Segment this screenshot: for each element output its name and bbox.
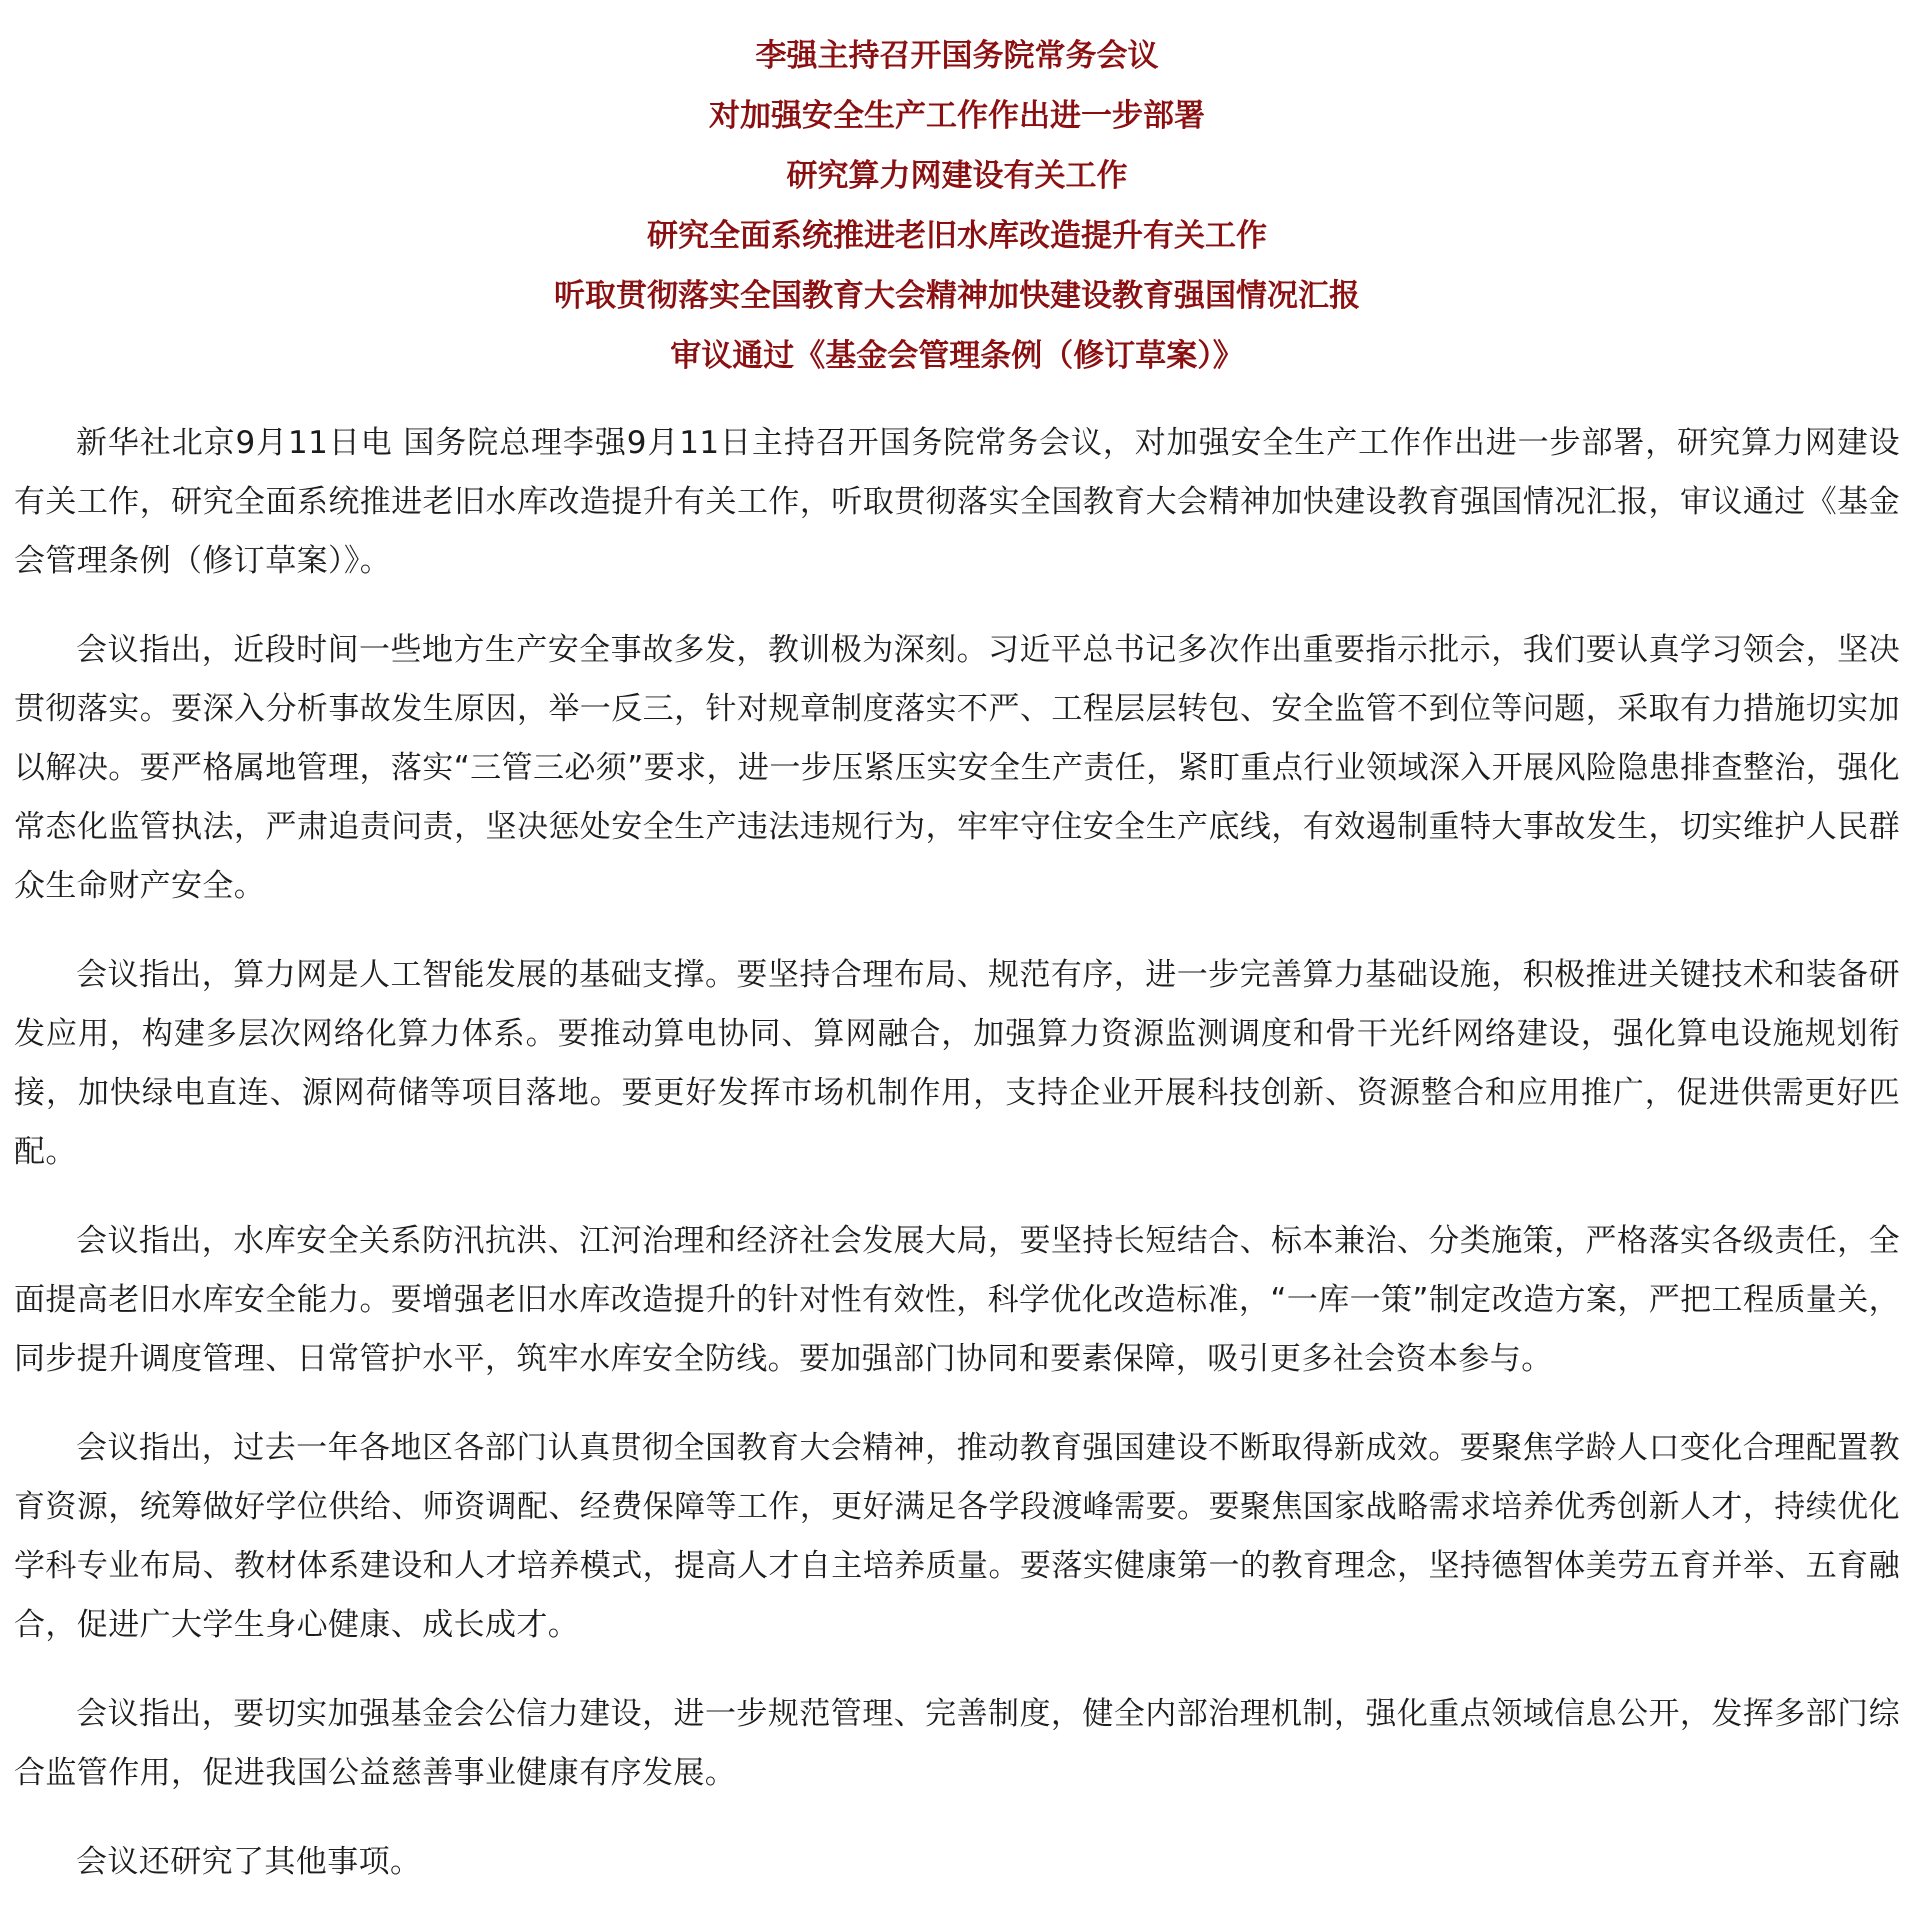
headline-subtitle-safety: 对加强安全生产工作作出进一步部署 [709, 98, 1205, 134]
paragraph-lead: 新华社北京9月11日电 国务院总理李强9月11日主持召开国务院常务会议，对加强安全生产工作作出进一步部署，研究算力网建设有关工作，研究全面系统推进老旧水库改造提升有关工作，听取贯彻落实全国教育大会精神加快建设教育强国情况汇报，审议通过《基金会管理条例（修订草案）》。 [14, 425, 1900, 579]
headline-subtitle-foundation-regulation: 审议通过《基金会管理条例（修订草案）》 [670, 338, 1244, 374]
headline-subtitle-reservoir: 研究全面系统推进老旧水库改造提升有关工作 [647, 218, 1267, 254]
article-body [14, 414, 1900, 1892]
paragraph-foundation: 会议指出，要切实加强基金会公信力建设，进一步规范管理、完善制度，健全内部治理机制，强化重点领域信息公开，发挥多部门综合监管作用，促进我国公益慈善事业健康有序发展。 [14, 1696, 1900, 1791]
headline-main: 李强主持召开国务院常务会议 [755, 38, 1159, 74]
paragraph-safety: 会议指出，近段时间一些地方生产安全事故多发，教训极为深刻。习近平总书记多次作出重要指示批示，我们要认真学习领会，坚决贯彻落实。要深入分析事故发生原因，举一反三，针对规章制度落实不严、工程层层转包、安全监管不到位等问题，采取有力措施切实加以解决。要严格属地管理，落实“三管三必须”要求，进一步压紧压实安全生产责任，紧盯重点行业领域深入开展风险隐患排查整治，强化常态化监管执法，严肃追责问责，坚决惩处安全生产违法违规行为，牢牢守住安全生产底线，有效遏制重特大事故发生，切实维护人民群众生命财产安全。 [14, 632, 1900, 904]
headline-subtitle-computing-network: 研究算力网建设有关工作 [786, 158, 1128, 194]
paragraph-reservoir: 会议指出，水库安全关系防汛抗洪、江河治理和经济社会发展大局，要坚持长短结合、标本兼治、分类施策，严格落实各级责任，全面提高老旧水库安全能力。要增强老旧水库改造提升的针对性有效性，科学优化改造标准，“一库一策”制定改造方案，严把工程质量关，同步提升调度管理、日常管护水平，筑牢水库安全防线。要加强部门协同和要素保障，吸引更多社会资本参与。 [14, 1223, 1900, 1377]
paragraph-closing: 会议还研究了其他事项。 [76, 1844, 422, 1880]
paragraph-computing-network: 会议指出，算力网是人工智能发展的基础支撑。要坚持合理布局、规范有序，进一步完善算力基础设施，积极推进关键技术和装备研发应用，构建多层次网络化算力体系。要推动算电协同、算网融合，加强算力资源监测调度和骨干光纤网络建设，强化算电设施规划衔接，加快绿电直连、源网荷储等项目落地。要更好发挥市场机制作用，支持企业开展科技创新、资源整合和应用推广，促进供需更好匹配。 [14, 957, 1900, 1170]
paragraph-education: 会议指出，过去一年各地区各部门认真贯彻全国教育大会精神，推动教育强国建设不断取得新成效。要聚焦学龄人口变化合理配置教育资源，统筹做好学位供给、师资调配、经费保障等工作，更好满足各学段渡峰需要。要聚焦国家战略需求培养优秀创新人才，持续优化学科专业布局、教材体系建设和人才培养模式，提高人才自主培养质量。要落实健康第一的教育理念，坚持德智体美劳五育并举、五育融合，促进广大学生身心健康、成长成才。 [14, 1430, 1900, 1643]
headline-subtitle-education: 听取贯彻落实全国教育大会精神加快建设教育强国情况汇报 [554, 278, 1360, 314]
headline-block [14, 26, 1900, 386]
